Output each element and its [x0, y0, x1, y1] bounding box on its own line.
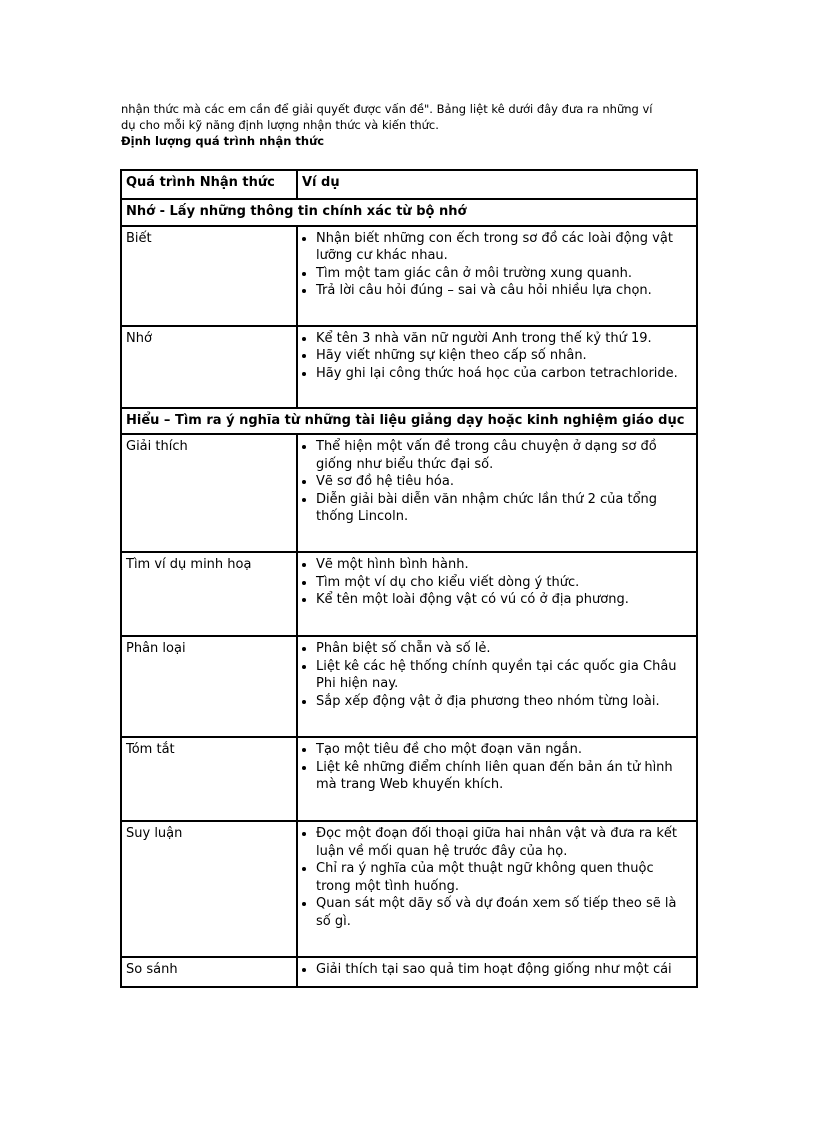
- examples-cell: [297, 434, 697, 552]
- example-item: • Trả lời câu hỏi đúng – sai và câu hỏi nhiều lựa chọn.: [316, 282, 692, 300]
- skill-cell: Giải thích: [121, 434, 297, 552]
- example-item: • Kể tên một loài động vật có vú có ở địa phương.: [316, 591, 692, 609]
- examples-cell: [297, 636, 697, 737]
- skill-cell: Tìm ví dụ minh hoạ: [121, 552, 297, 636]
- example-item: • Vẽ sơ đồ hệ tiêu hóa.: [316, 473, 692, 491]
- table-row: [121, 737, 697, 821]
- example-item: • Quan sát một dãy số và dự đoán xem số tiếp theo sẽ là số gì.: [316, 895, 692, 930]
- example-item: • Sắp xếp động vật ở địa phương theo nhóm từng loài.: [316, 693, 692, 711]
- example-item: • Giải thích tại sao quả tim hoạt động giống như một cái: [316, 961, 692, 979]
- example-item: • Chỉ ra ý nghĩa của một thuật ngữ không quen thuộc trong một tình huống.: [316, 860, 692, 895]
- examples-cell: [297, 226, 697, 326]
- column-header-examples: Ví dụ: [297, 170, 697, 199]
- table-row: [121, 552, 697, 636]
- skill-cell: Suy luận: [121, 821, 297, 957]
- section-title: Nhớ - Lấy những thông tin chính xác từ bộ nhớ: [121, 199, 697, 226]
- example-item: • Kể tên 3 nhà văn nữ người Anh trong thế kỷ thứ 19.: [316, 330, 692, 348]
- examples-cell: [297, 552, 697, 636]
- example-item: • Đọc một đoạn đối thoại giữa hai nhân vật và đưa ra kết luận về mối quan hệ trước đây của họ.: [316, 825, 692, 860]
- example-item: • Phân biệt số chẵn và số lẻ.: [316, 640, 692, 658]
- example-item: • Hãy ghi lại công thức hoá học của carbon tetrachloride.: [316, 365, 692, 383]
- table-row: [121, 821, 697, 957]
- examples-cell: [297, 326, 697, 408]
- table-row: [121, 957, 697, 987]
- intro-line-1: nhận thức mà các em cần để giải quyết được vấn đề". Bảng liệt kê dưới đây đưa ra những ví: [121, 102, 653, 116]
- example-item: • Hãy viết những sự kiện theo cấp số nhân.: [316, 347, 692, 365]
- skill-cell: Tóm tắt: [121, 737, 297, 821]
- example-item: • Tìm một tam giác cân ở môi trường xung quanh.: [316, 265, 692, 283]
- table-row: [121, 636, 697, 737]
- skill-cell: So sánh: [121, 957, 297, 987]
- table-header-row: [121, 170, 697, 199]
- example-item: • Tạo một tiêu đề cho một đoạn văn ngắn.: [316, 741, 692, 759]
- skill-cell: Biết: [121, 226, 297, 326]
- example-item: • Nhận biết những con ếch trong sơ đồ các loài động vật lưỡng cư khác nhau.: [316, 230, 692, 265]
- intro-line-2: dụ cho mỗi kỹ năng định lượng nhận thức và kiến thức.: [121, 118, 439, 132]
- example-item: • Diễn giải bài diễn văn nhậm chức lần thứ 2 của tổng thống Lincoln.: [316, 491, 692, 526]
- skill-cell: Nhớ: [121, 326, 297, 408]
- column-header-process: Quá trình Nhận thức: [121, 170, 297, 199]
- examples-cell: [297, 737, 697, 821]
- cognitive-process-table: [120, 169, 698, 988]
- table-row: [121, 226, 697, 326]
- section-heading: Định lượng quá trình nhận thức: [121, 134, 325, 148]
- example-item: • Tìm một ví dụ cho kiểu viết dòng ý thức.: [316, 574, 692, 592]
- table-row: [121, 434, 697, 552]
- skill-cell: Phân loại: [121, 636, 297, 737]
- examples-cell: [297, 821, 697, 957]
- intro-text: [121, 101, 701, 149]
- example-item: • Liệt kê các hệ thống chính quyền tại các quốc gia Châu Phi hiện nay.: [316, 658, 692, 693]
- example-item: • Thể hiện một vấn đề trong câu chuyện ở dạng sơ đồ giống như biểu thức đại số.: [316, 438, 692, 473]
- section-row-remember: [121, 199, 697, 226]
- examples-cell: [297, 957, 697, 987]
- example-item: • Liệt kê những điểm chính liên quan đến bản án tử hình mà trang Web khuyến khích.: [316, 759, 692, 794]
- table-row: [121, 326, 697, 408]
- section-row-understand: [121, 408, 697, 435]
- example-item: • Vẽ một hình bình hành.: [316, 556, 692, 574]
- section-title: Hiểu – Tìm ra ý nghĩa từ những tài liệu giảng dạy hoặc kinh nghiệm giáo dục: [121, 408, 697, 435]
